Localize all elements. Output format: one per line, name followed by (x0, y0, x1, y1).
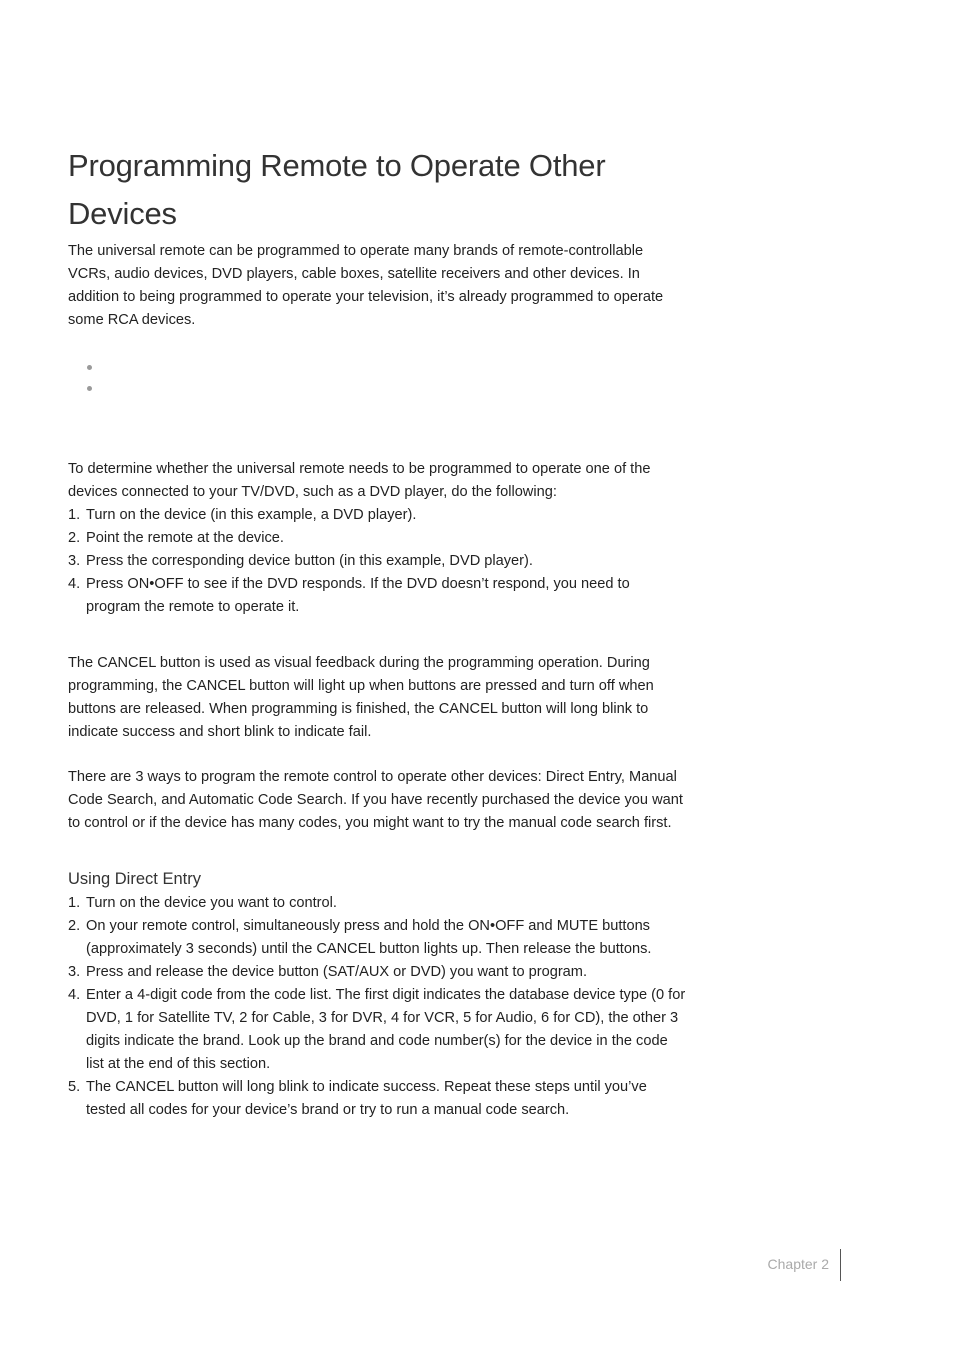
footer-chapter-label: Chapter 2 (767, 1256, 829, 1272)
intro-paragraph: The universal remote can be programmed to operate many brands of remote-controllable VCRs, audio devices, DVD players, cable boxes, satellite receivers and other devices. In addition to being programmed to operate your television, it’s already programmed to operate some RCA devices. (68, 243, 664, 328)
direct-entry-heading: Using Direct Entry (68, 870, 201, 888)
ways-paragraph: There are 3 ways to program the remote control to operate other devices: Direct Entry, Manual Code Search, and Automatic Code Search. If you have recently purchased the device you want to control or if the device has many codes, you might want to try the manual code search first. (68, 769, 683, 831)
bullet-icon (87, 365, 92, 370)
list-item: 3. Press the corresponding device button (in this example, DVD player). (68, 553, 533, 569)
list-item: 3. Press and release the device button (SAT/AUX or DVD) you want to program. (68, 964, 588, 980)
footer-divider (840, 1249, 841, 1281)
list-item: 1. Turn on the device you want to control. (68, 895, 337, 911)
list-item: 1. Turn on the device (in this example, a DVD player). (68, 507, 417, 523)
cancel-paragraph: The CANCEL button is used as visual feedback during the programming operation. During programming, the CANCEL button will light up when buttons are pressed and turn off when buttons are released. When programming is finished, the CANCEL button will long blink to indicate success and short blink to indicate fail. (68, 655, 654, 740)
page-title: Programming Remote to Operate Other Devices (68, 148, 606, 231)
bullet-icon (87, 386, 92, 391)
direct-entry-steps-list (68, 892, 688, 1122)
list-item: 4. Press ON•OFF to see if the DVD responds. If the DVD doesn’t respond, you need to program the remote to operate it. (68, 576, 630, 615)
determine-intro-paragraph: To determine whether the universal remote needs to be programmed to operate one of the devices connected to your TV/DVD, such as a DVD player, do the following: (68, 461, 651, 500)
list-item: 2. On your remote control, simultaneously press and hold the ON•OFF and MUTE buttons (approximately 3 seconds) until the CANCEL button lights up. Then release the buttons. (68, 918, 652, 957)
list-item: 5. The CANCEL button will long blink to indicate success. Repeat these steps until you’ve tested all codes for your device’s brand or try to run a manual code search. (68, 1079, 647, 1118)
determine-steps-list (68, 504, 688, 619)
list-item: 4. Enter a 4-digit code from the code list. The first digit indicates the database device type (0 for DVD, 1 for Satellite TV, 2 for Cable, 3 for DVR, 4 for VCR, 5 for Audio, 6 for CD), the other 3 digits indicate the brand. Look up the brand and code number(s) for the device in the code list at the end of this section. (68, 987, 686, 1072)
list-item: 2. Point the remote at the device. (68, 530, 284, 546)
